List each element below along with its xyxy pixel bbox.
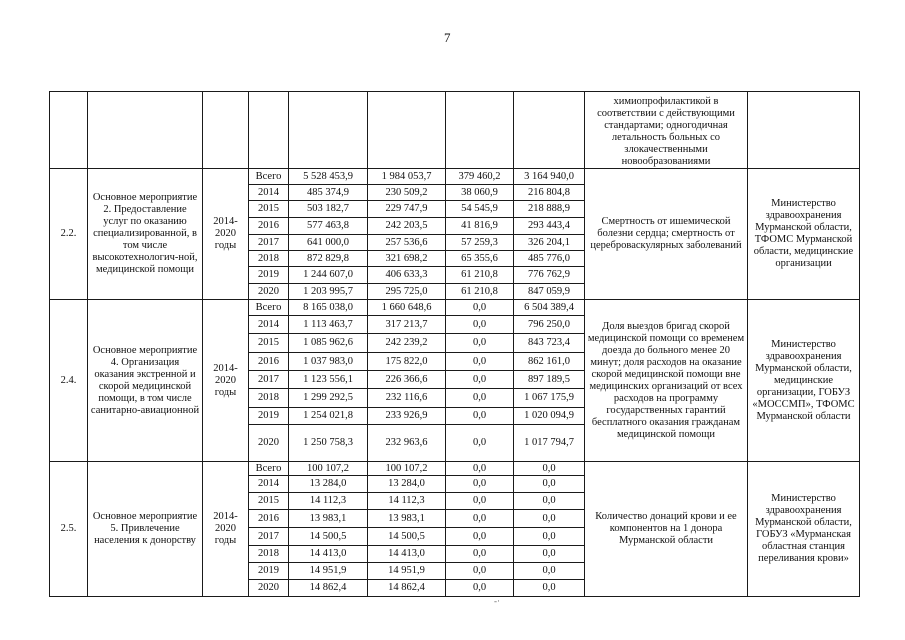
year-label: 2016	[249, 353, 289, 371]
year-label: 2017	[249, 235, 289, 251]
value-col2: 54 545,9	[446, 201, 514, 218]
year-label: 2018	[249, 389, 289, 408]
value-col3: 1 067 175,9	[514, 389, 585, 408]
table-row	[50, 462, 860, 476]
year-label: 2019	[249, 408, 289, 425]
value-total: 1 254 021,8	[289, 408, 368, 425]
value-col3: 0,0	[514, 510, 585, 528]
value-col3: 326 204,1	[514, 235, 585, 251]
value-col2: 0,0	[446, 563, 514, 580]
year-label: 2017	[249, 371, 289, 389]
value-col3: 897 189,5	[514, 371, 585, 389]
value-col1: 14 862,4	[368, 580, 446, 597]
year-label: 2014	[249, 476, 289, 493]
value-total: 1 203 995,7	[289, 284, 368, 300]
value-col2: 0,0	[446, 493, 514, 510]
value-col1: 295 725,0	[368, 284, 446, 300]
measure-name: Основное мероприятие 5. Привлечение населения к донорству	[88, 462, 203, 597]
value-col1: 14 500,5	[368, 528, 446, 546]
value-total: 14 862,4	[289, 580, 368, 597]
value-col1: 233 926,9	[368, 408, 446, 425]
value-total: 13 284,0	[289, 476, 368, 493]
value-col2: 0,0	[446, 353, 514, 371]
responsible: Министерство здравоохранения Мурманской области, ГОБУЗ «Мурманская областная станция переливания крови»	[748, 462, 860, 597]
cell-empty	[514, 92, 585, 169]
value-total: 1 299 292,5	[289, 389, 368, 408]
year-label: 2014	[249, 185, 289, 201]
year-label: 2020	[249, 284, 289, 300]
year-label: Всего	[249, 300, 289, 316]
value-col1: 317 213,7	[368, 316, 446, 334]
year-label: 2016	[249, 510, 289, 528]
value-col3: 0,0	[514, 462, 585, 476]
value-total: 13 983,1	[289, 510, 368, 528]
value-col3: 0,0	[514, 476, 585, 493]
value-col1: 13 284,0	[368, 476, 446, 493]
value-col2: 0,0	[446, 316, 514, 334]
value-total: 1 113 463,7	[289, 316, 368, 334]
value-col2: 0,0	[446, 389, 514, 408]
value-col2: 61 210,8	[446, 267, 514, 284]
value-col1: 321 698,2	[368, 251, 446, 267]
value-col1: 242 239,2	[368, 334, 446, 353]
value-total: 1 085 962,6	[289, 334, 368, 353]
period: 2014-2020 годы	[203, 300, 249, 462]
value-col3: 1 020 094,9	[514, 408, 585, 425]
year-label: Всего	[249, 169, 289, 185]
value-col1: 13 983,1	[368, 510, 446, 528]
value-col2: 0,0	[446, 476, 514, 493]
page-number: 7	[444, 30, 451, 45]
cell-empty	[446, 92, 514, 169]
value-col1: 14 951,9	[368, 563, 446, 580]
row-number: 2.4.	[50, 300, 88, 462]
value-col2: 65 355,6	[446, 251, 514, 267]
value-total: 5 528 453,9	[289, 169, 368, 185]
year-label: Всего	[249, 462, 289, 476]
year-label: 2015	[249, 201, 289, 218]
table-body	[50, 92, 860, 597]
value-total: 1 250 758,3	[289, 425, 368, 462]
value-col1: 257 536,6	[368, 235, 446, 251]
value-col3: 485 776,0	[514, 251, 585, 267]
value-col1: 406 633,3	[368, 267, 446, 284]
value-col1: 232 963,6	[368, 425, 446, 462]
value-col2: 0,0	[446, 528, 514, 546]
value-col1: 14 112,3	[368, 493, 446, 510]
indicator: Доля выездов бригад скорой медицинской помощи со временем доезда до больного менее 20 минут; доля расходов на оказание скорой медицинской помощи вне медицинских организаций от всех расходов на программу государственных гарантий бесплатного оказания гражданам медицинской помощи	[585, 300, 748, 462]
value-col3: 218 888,9	[514, 201, 585, 218]
value-col2: 61 210,8	[446, 284, 514, 300]
value-total: 14 951,9	[289, 563, 368, 580]
value-col1: 1 984 053,7	[368, 169, 446, 185]
value-col2: 0,0	[446, 462, 514, 476]
responsible: Министерство здравоохранения Мурманской области, медицинские организации, ГОБУЗ «МОССМП», ТФОМС Мурманской области	[748, 300, 860, 462]
value-col2: 0,0	[446, 371, 514, 389]
value-col3: 0,0	[514, 528, 585, 546]
value-total: 641 000,0	[289, 235, 368, 251]
value-col1: 100 107,2	[368, 462, 446, 476]
period: 2014-2020 годы	[203, 169, 249, 300]
row-number: 2.2.	[50, 169, 88, 300]
row-number: 2.5.	[50, 462, 88, 597]
value-col1: 229 747,9	[368, 201, 446, 218]
value-col2: 0,0	[446, 510, 514, 528]
value-col3: 0,0	[514, 580, 585, 597]
cell-empty	[748, 92, 860, 169]
value-col3: 843 723,4	[514, 334, 585, 353]
year-label: 2017	[249, 528, 289, 546]
value-col2: 379 460,2	[446, 169, 514, 185]
value-col3: 847 059,9	[514, 284, 585, 300]
value-col3: 1 017 794,7	[514, 425, 585, 462]
year-label: 2020	[249, 425, 289, 462]
value-col2: 41 816,9	[446, 218, 514, 235]
value-col3: 293 443,4	[514, 218, 585, 235]
cell-empty	[203, 92, 249, 169]
value-total: 14 112,3	[289, 493, 368, 510]
value-col3: 0,0	[514, 563, 585, 580]
value-total: 577 463,8	[289, 218, 368, 235]
indicator: Смертность от ишемической болезни сердца; смертность от цереброваскулярных заболеваний	[585, 169, 748, 300]
measure-name: Основное мероприятие 4. Организация оказания экстренной и скорой медицинской помощи, в том числе санитарно-авиационной	[88, 300, 203, 462]
value-col3: 862 161,0	[514, 353, 585, 371]
year-label: 2018	[249, 251, 289, 267]
cell-empty	[88, 92, 203, 169]
cell-empty	[368, 92, 446, 169]
table-row	[50, 169, 860, 185]
cell-empty	[50, 92, 88, 169]
year-label: 2015	[249, 334, 289, 353]
year-label: 2019	[249, 267, 289, 284]
value-total: 503 182,7	[289, 201, 368, 218]
period: 2014-2020 годы	[203, 462, 249, 597]
value-col2: 0,0	[446, 300, 514, 316]
value-col3: 776 762,9	[514, 267, 585, 284]
value-col2: 57 259,3	[446, 235, 514, 251]
value-col2: 0,0	[446, 408, 514, 425]
year-label: 2014	[249, 316, 289, 334]
measure-name: Основное мероприятие 2. Предоставление услуг по оказанию специализированной, в том числе высокотехнологич-ной, медицинской помощи	[88, 169, 203, 300]
indicator: Количество донаций крови и ее компонентов на 1 донора Мурманской области	[585, 462, 748, 597]
value-col2: 0,0	[446, 580, 514, 597]
value-total: 8 165 038,0	[289, 300, 368, 316]
year-label: 2015	[249, 493, 289, 510]
value-col1: 1 660 648,6	[368, 300, 446, 316]
value-col2: 38 060,9	[446, 185, 514, 201]
indicator-continuation: химиопрофилактикой в соответствии с действующими стандартами; одногодичная летальность больных со злокачественными новообразованиями	[585, 92, 748, 169]
value-total: 14 500,5	[289, 528, 368, 546]
year-label: 2020	[249, 580, 289, 597]
value-col3: 0,0	[514, 546, 585, 563]
value-total: 100 107,2	[289, 462, 368, 476]
value-col3: 6 504 389,4	[514, 300, 585, 316]
cell-empty	[289, 92, 368, 169]
value-col1: 242 203,5	[368, 218, 446, 235]
value-col2: 0,0	[446, 334, 514, 353]
responsible: Министерство здравоохранения Мурманской области, ТФОМС Мурманской области, медицинские организации	[748, 169, 860, 300]
table-row	[50, 300, 860, 316]
value-col3: 0,0	[514, 493, 585, 510]
value-col2: 0,0	[446, 546, 514, 563]
year-label: 2018	[249, 546, 289, 563]
value-col3: 796 250,0	[514, 316, 585, 334]
value-total: 1 123 556,1	[289, 371, 368, 389]
value-total: 14 413,0	[289, 546, 368, 563]
value-total: 485 374,9	[289, 185, 368, 201]
value-col1: 230 509,2	[368, 185, 446, 201]
value-col3: 3 164 940,0	[514, 169, 585, 185]
value-col3: 216 804,8	[514, 185, 585, 201]
value-col1: 226 366,6	[368, 371, 446, 389]
year-label: 2019	[249, 563, 289, 580]
footer-mark: -·	[494, 596, 500, 606]
value-total: 1 244 607,0	[289, 267, 368, 284]
year-label: 2016	[249, 218, 289, 235]
value-col1: 232 116,6	[368, 389, 446, 408]
value-col1: 14 413,0	[368, 546, 446, 563]
value-total: 872 829,8	[289, 251, 368, 267]
value-col1: 175 822,0	[368, 353, 446, 371]
program-table	[49, 91, 860, 597]
value-col2: 0,0	[446, 425, 514, 462]
continuation-row	[50, 92, 860, 169]
cell-empty	[249, 92, 289, 169]
value-total: 1 037 983,0	[289, 353, 368, 371]
